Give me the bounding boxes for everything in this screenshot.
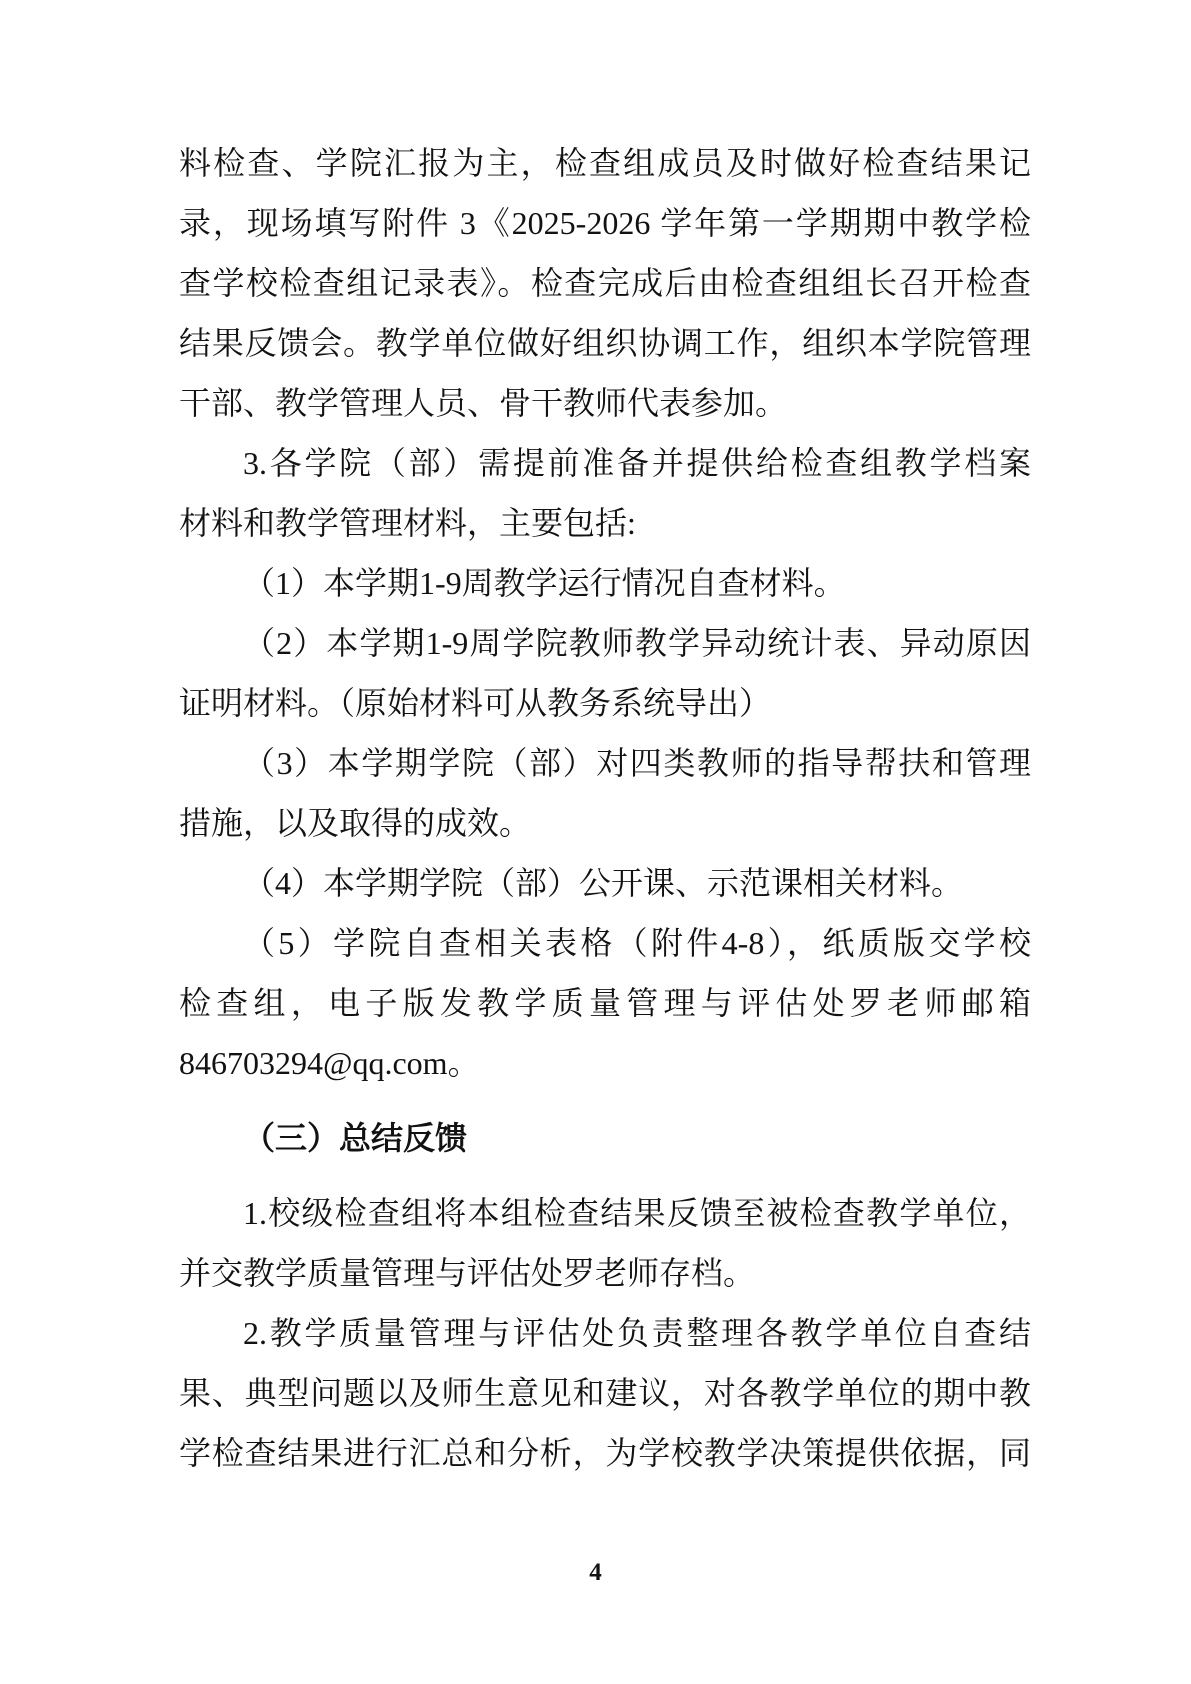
- email-line: 846703294@qq.com。: [179, 1045, 480, 1081]
- body-line: 录，现场填写附件 3《2025-2026 学年第一学期期中教学检: [179, 205, 1031, 241]
- body-line: 果、典型问题以及师生意见和建议，对各教学单位的期中教: [179, 1375, 1031, 1411]
- body-line: 并交教学质量管理与评估处罗老师存档。: [179, 1255, 756, 1291]
- body-line: 学检查结果进行汇总和分析，为学校教学决策提供依据，同: [179, 1435, 1031, 1471]
- body-line: 3.各学院（部）需提前准备并提供给检查组教学档案: [243, 445, 1031, 481]
- body-line: 结果反馈会。教学单位做好组织协调工作，组织本学院管理: [179, 325, 1031, 361]
- body-line: （2）本学期1-9周学院教师教学异动统计表、异动原因: [243, 625, 1031, 661]
- section-heading: （三）总结反馈: [243, 1120, 468, 1156]
- body-line: （3）本学期学院（部）对四类教师的指导帮扶和管理: [243, 745, 1031, 781]
- body-line: 查学校检查组记录表》。检查完成后由检查组组长召开检查: [179, 265, 1031, 301]
- body-line: 措施，以及取得的成效。: [179, 805, 532, 841]
- body-line: （4）本学期学院（部）公开课、示范课相关材料。: [243, 865, 964, 901]
- body-line: （5）学院自查相关表格（附件4-8），纸质版交学校: [243, 925, 1031, 961]
- body-line: 检查组，电子版发教学质量管理与评估处罗老师邮箱: [179, 985, 1031, 1021]
- body-line: 2.教学质量管理与评估处负责整理各教学单位自查结: [243, 1315, 1031, 1351]
- body-line: 干部、教学管理人员、骨干教师代表参加。: [179, 385, 788, 421]
- body-line: 1.校级检查组将本组检查结果反馈至被检查教学单位，: [243, 1195, 1031, 1231]
- body-line: （1）本学期1-9周教学运行情况自查材料。: [243, 565, 846, 601]
- body-line: 材料和教学管理材料，主要包括:: [179, 505, 636, 541]
- page-number: 4: [589, 1559, 602, 1586]
- document-page-body: [179, 133, 1031, 1483]
- body-line: 料检查、学院汇报为主，检查组成员及时做好检查结果记: [179, 145, 1031, 181]
- body-line: 证明材料。（原始材料可从教务系统导出）: [179, 685, 772, 721]
